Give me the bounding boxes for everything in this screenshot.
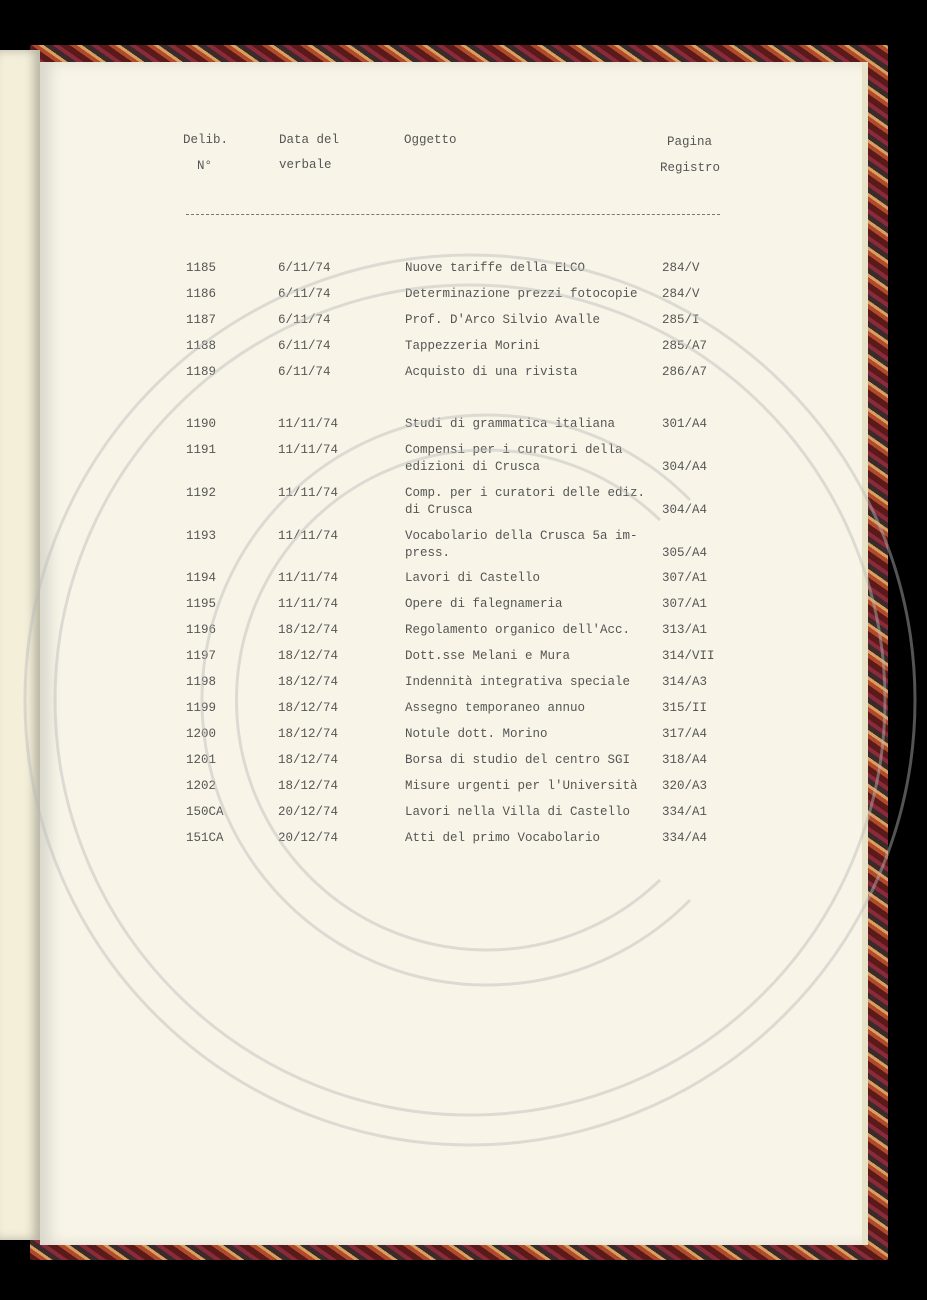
row-subject: Regolamento organico dell'Acc. [405, 623, 631, 637]
row-subject: Lavori di Castello [405, 571, 541, 585]
row-number: 150CA [186, 805, 224, 819]
row-number: 1192 [186, 486, 217, 500]
row-page: 307/A1 [662, 571, 708, 585]
row-number: 1202 [186, 779, 217, 793]
row-date: 18/12/74 [278, 753, 339, 767]
row-page: 334/A1 [662, 805, 708, 819]
row-page: 314/VII [662, 649, 715, 663]
header-separator [186, 214, 720, 215]
page-edge [862, 62, 868, 1245]
row-date: 18/12/74 [278, 727, 339, 741]
row-page: 305/A4 [662, 546, 708, 560]
row-subject: Dott.sse Melani e Mura [405, 649, 571, 663]
row-subject: Assegno temporaneo annuo [405, 701, 586, 715]
row-page: 320/A3 [662, 779, 708, 793]
row-date: 11/11/74 [278, 417, 339, 431]
header-oggetto: Oggetto [404, 133, 457, 147]
row-number: 1196 [186, 623, 217, 637]
row-subject: Lavori nella Villa di Castello [405, 805, 631, 819]
row-number: 1201 [186, 753, 217, 767]
row-page: 313/A1 [662, 623, 708, 637]
row-subject: Indennità integrativa speciale [405, 675, 631, 689]
row-date: 18/12/74 [278, 701, 339, 715]
row-date: 6/11/74 [278, 365, 331, 379]
row-number: 1199 [186, 701, 217, 715]
row-subject: Opere di falegnameria [405, 597, 563, 611]
row-date: 11/11/74 [278, 571, 339, 585]
row-subject: Determinazione prezzi fotocopie [405, 287, 638, 301]
row-date: 11/11/74 [278, 597, 339, 611]
header-pagina-line1: Pagina [667, 135, 713, 149]
row-date: 6/11/74 [278, 339, 331, 353]
row-subject: Tappezzeria Morini [405, 339, 541, 353]
header-numero: N° [197, 159, 213, 173]
row-page: 314/A3 [662, 675, 708, 689]
row-page: 315/II [662, 701, 708, 715]
row-number: 1185 [186, 261, 217, 275]
row-page: 318/A4 [662, 753, 708, 767]
row-subject: Studi di grammatica italiana [405, 417, 616, 431]
row-date: 20/12/74 [278, 805, 339, 819]
row-page: 284/V [662, 261, 700, 275]
row-number: 1195 [186, 597, 217, 611]
row-page: 307/A1 [662, 597, 708, 611]
row-date: 11/11/74 [278, 529, 339, 543]
row-number: 1191 [186, 443, 217, 457]
row-page: 285/A7 [662, 339, 708, 353]
header-delib: Delib. [183, 133, 229, 147]
row-subject: Comp. per i curatori delle ediz. di Crusca [405, 486, 646, 517]
row-number: 1197 [186, 649, 217, 663]
row-number: 1187 [186, 313, 217, 327]
row-date: 11/11/74 [278, 486, 339, 500]
row-page: 317/A4 [662, 727, 708, 741]
row-number: 1200 [186, 727, 217, 741]
header-pagina-line2: Registro [660, 161, 721, 175]
row-date: 20/12/74 [278, 831, 339, 845]
row-number: 1190 [186, 417, 217, 431]
row-number: 1188 [186, 339, 217, 353]
row-number: 1186 [186, 287, 217, 301]
row-page: 286/A7 [662, 365, 708, 379]
row-page: 285/I [662, 313, 700, 327]
row-subject: Atti del primo Vocabolario [405, 831, 601, 845]
row-date: 18/12/74 [278, 649, 339, 663]
left-page [0, 50, 40, 1240]
row-date: 18/12/74 [278, 623, 339, 637]
header-data-line1: Data del [279, 133, 340, 147]
row-date: 6/11/74 [278, 287, 331, 301]
row-number: 1194 [186, 571, 217, 585]
row-subject: Prof. D'Arco Silvio Avalle [405, 313, 601, 327]
row-number: 1189 [186, 365, 217, 379]
row-date: 6/11/74 [278, 313, 331, 327]
row-subject: Acquisto di una rivista [405, 365, 578, 379]
row-page: 304/A4 [662, 503, 708, 517]
row-subject: Compensi per i curatori della edizioni di Crusca [405, 443, 623, 474]
row-date: 11/11/74 [278, 443, 339, 457]
row-subject: Vocabolario della Crusca 5a im- press. [405, 529, 638, 560]
row-page: 301/A4 [662, 417, 708, 431]
header-data-line2: verbale [279, 158, 332, 172]
row-subject: Borsa di studio del centro SGI [405, 753, 631, 767]
row-date: 18/12/74 [278, 675, 339, 689]
row-number: 151CA [186, 831, 224, 845]
row-page: 284/V [662, 287, 700, 301]
row-subject: Misure urgenti per l'Università [405, 779, 638, 793]
row-subject: Notule dott. Morino [405, 727, 548, 741]
row-date: 6/11/74 [278, 261, 331, 275]
row-page: 304/A4 [662, 460, 708, 474]
row-number: 1193 [186, 529, 217, 543]
row-subject: Nuove tariffe della ELCO [405, 261, 586, 275]
row-number: 1198 [186, 675, 217, 689]
row-date: 18/12/74 [278, 779, 339, 793]
row-page: 334/A4 [662, 831, 708, 845]
